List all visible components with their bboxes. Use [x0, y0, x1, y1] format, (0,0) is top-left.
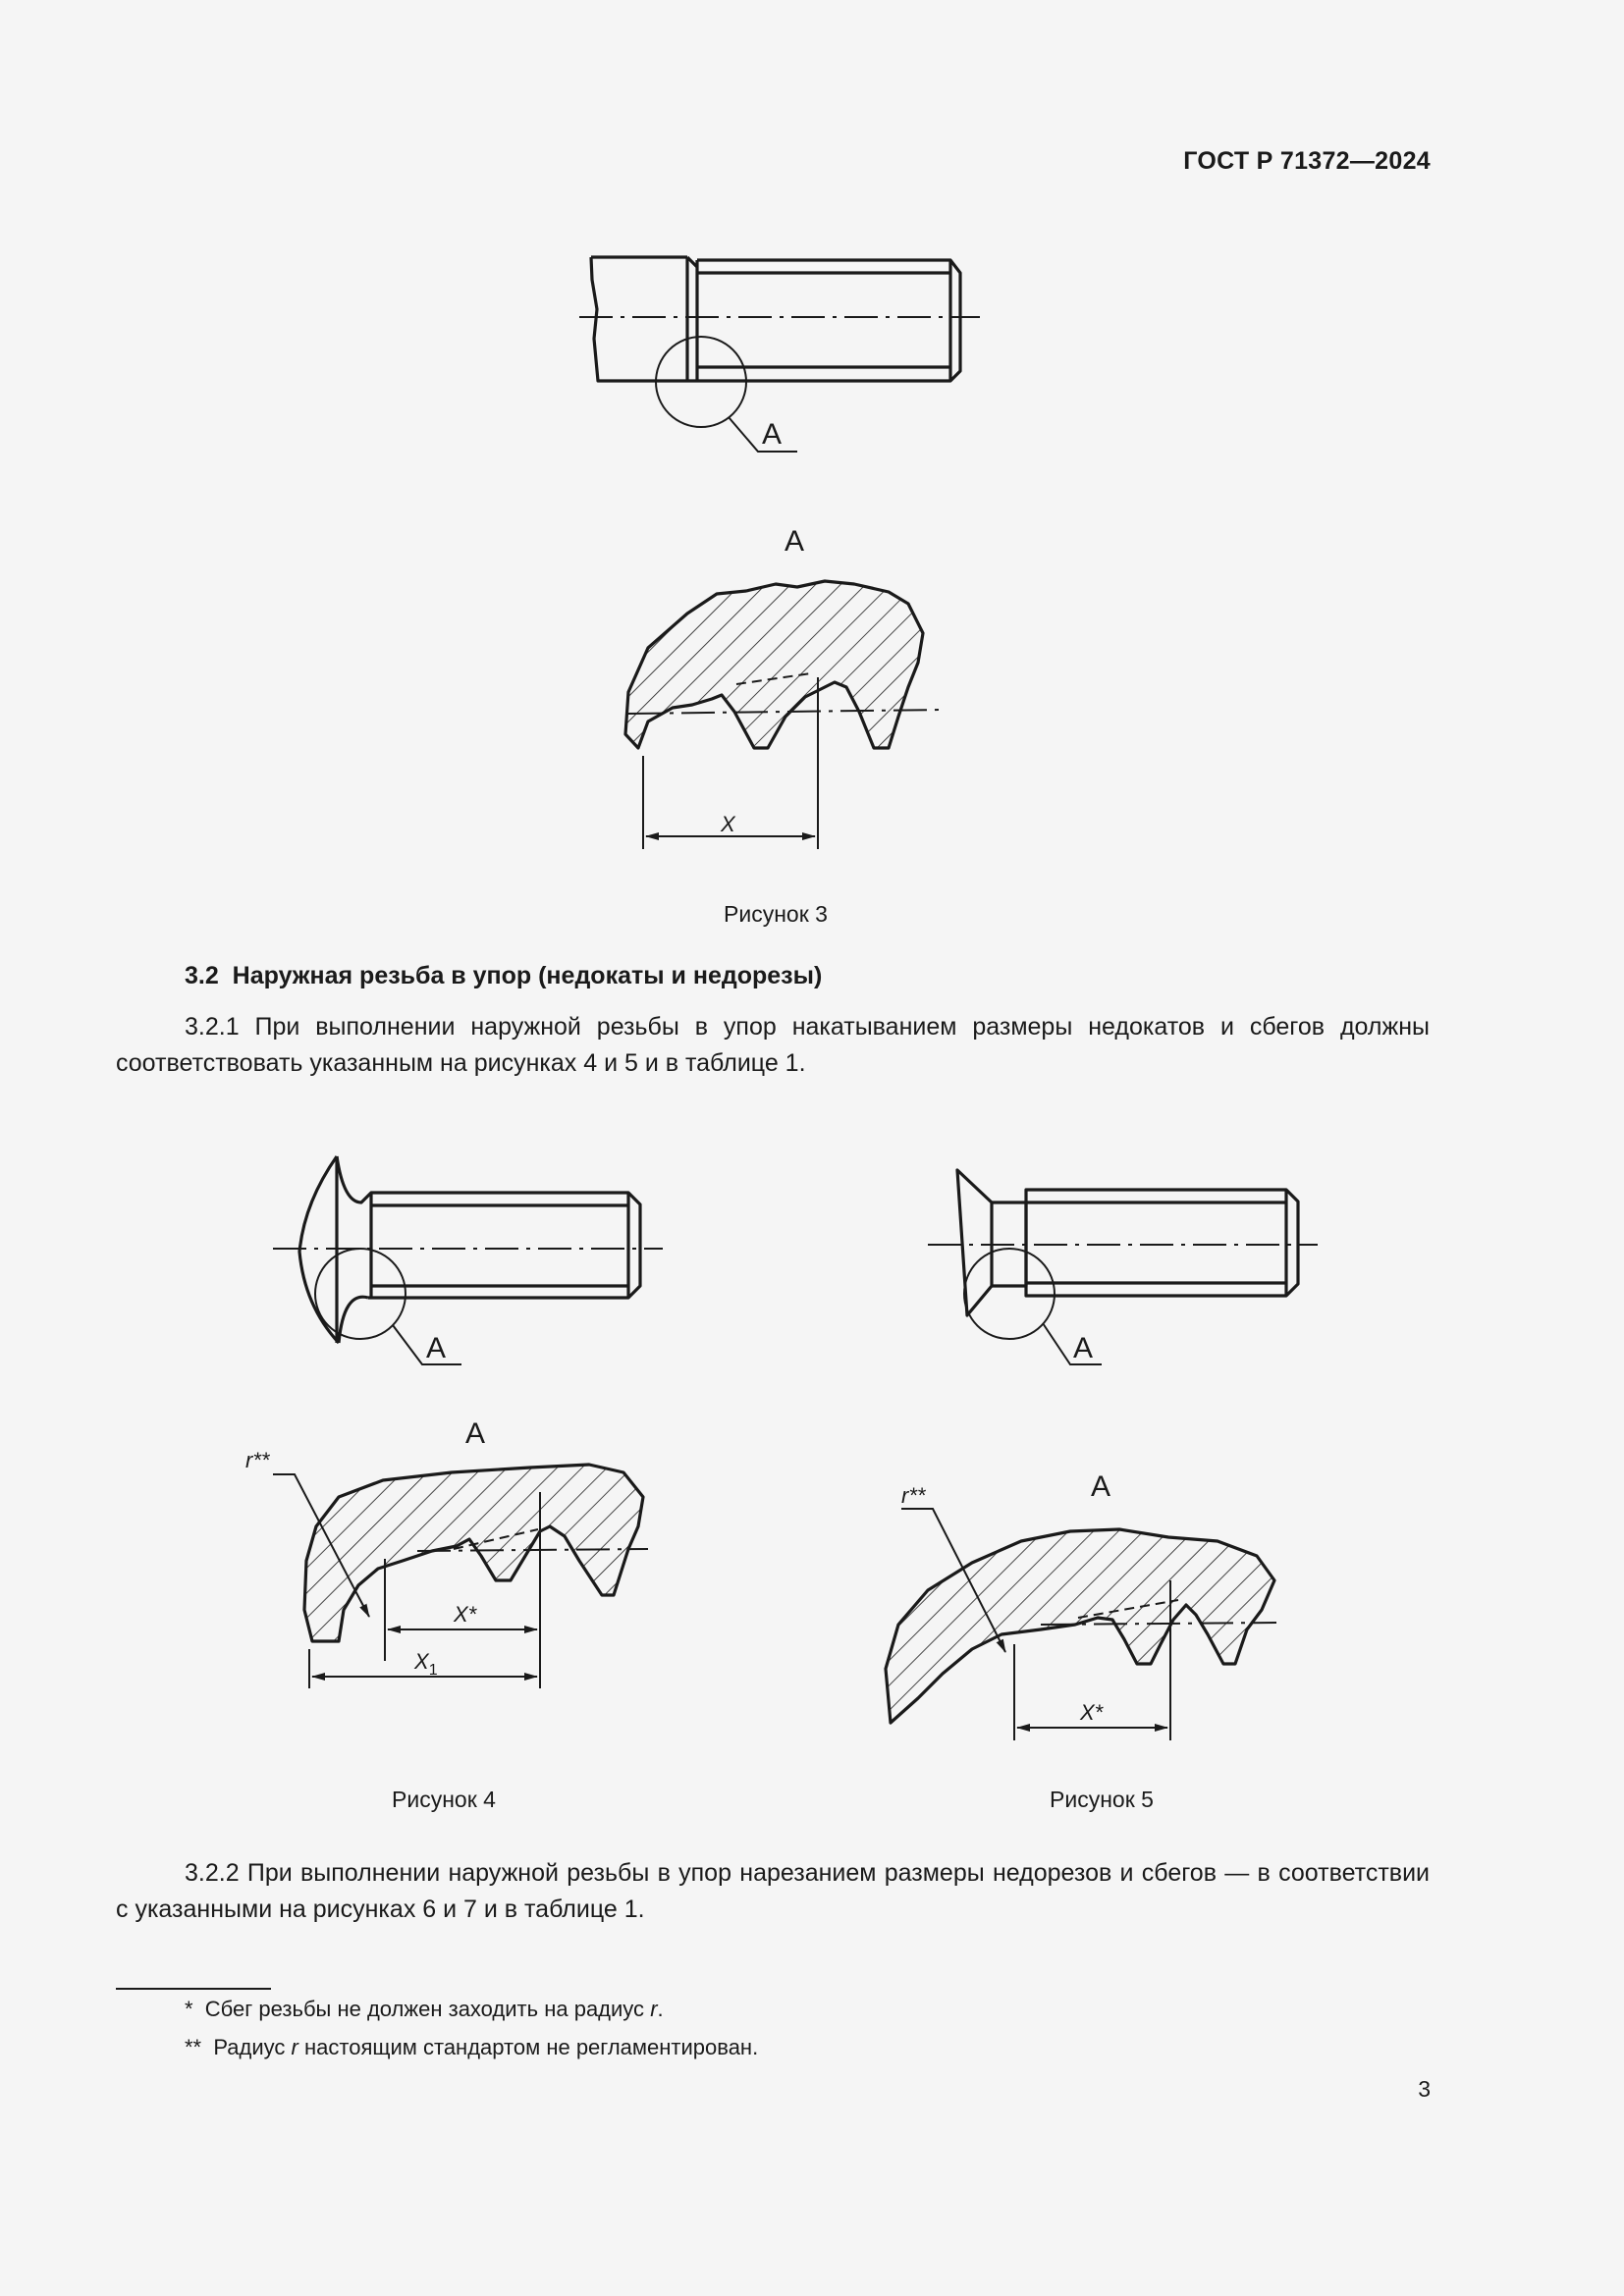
- footnote-separator: [116, 1988, 271, 1990]
- fig3-view-title: А: [785, 525, 805, 558]
- fig4-detail-label: А: [426, 1332, 447, 1364]
- page-number: 3: [1418, 2076, 1431, 2102]
- section-number: 3.2: [185, 962, 219, 989]
- fig4-radius-label: r**: [245, 1448, 270, 1472]
- fig5-detail-label: А: [1073, 1332, 1094, 1364]
- fig4-dimension-x: X*: [454, 1602, 477, 1627]
- fig5-view-title: А: [1091, 1470, 1111, 1503]
- fig4-caption: Рисунок 4: [392, 1787, 496, 1812]
- section-title: Наружная резьба в упор (недокаты и недорезы): [232, 962, 823, 989]
- section-heading: [185, 962, 822, 990]
- fig3-dimension-x: X: [721, 812, 735, 836]
- footnote-1-text: Сбег резьбы не должен заходить на радиус: [204, 1997, 645, 2021]
- footnote-2-mark: **: [185, 2035, 202, 2059]
- paragraph-3-2-2: 3.2.2 При выполнении наружной резьбы в упор нарезанием размеры недорезов и сбегов — в соответствии с указанными на рисунках 6 и 7 и в таблице 1.: [116, 1859, 1430, 1923]
- fig5-dimension-x: X*: [1080, 1700, 1104, 1725]
- fig5-caption: Рисунок 5: [1050, 1787, 1154, 1812]
- fig4-bolt-view: [273, 1156, 663, 1364]
- fig4-detail-section: [273, 1465, 648, 1688]
- footnote-2-var: r: [291, 2035, 298, 2059]
- footnote-2-text: Радиус: [213, 2035, 286, 2059]
- paragraph-3-2-1: 3.2.1 При выполнении наружной резьбы в упор накатыванием размеры недокатов и сбегов должны соответствовать указанным на рисунках 4 и 5 и в таблице 1.: [116, 1013, 1430, 1077]
- fig3-caption: Рисунок 3: [724, 901, 828, 927]
- fig5-radius-label: r**: [901, 1483, 926, 1508]
- fig5-bolt-view: [928, 1170, 1318, 1364]
- fig3-detail-label: А: [762, 418, 783, 451]
- document-header: ГОСТ Р 71372—2024: [1183, 147, 1431, 175]
- fig4-dimension-x1: $X_1$: [414, 1649, 438, 1679]
- footnote-2: [185, 2035, 758, 2060]
- footnote-2-rest: настоящим стандартом не регламентирован.: [304, 2035, 759, 2059]
- fig4-view-title: А: [465, 1417, 486, 1450]
- footnote-1-var: r: [650, 1997, 658, 2021]
- fig3-detail-section: [625, 581, 943, 849]
- footnote-1: * Сбег резьбы не должен заходить на радиус r.: [185, 1997, 664, 2021]
- footnote-1-mark: *: [185, 1997, 193, 2021]
